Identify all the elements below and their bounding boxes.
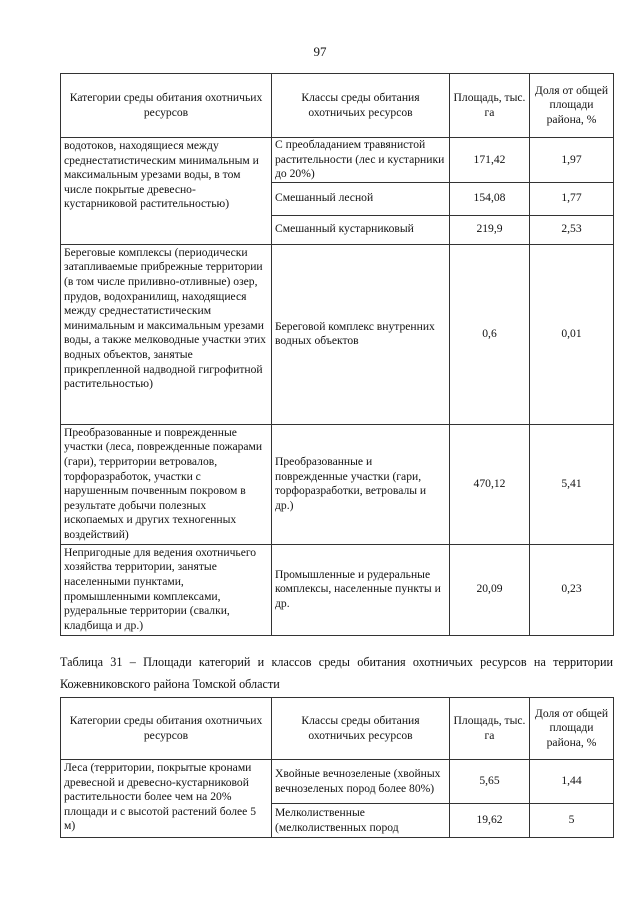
area-cell: 470,12 <box>450 424 530 544</box>
area-cell: 20,09 <box>450 544 530 635</box>
page-number: 97 <box>313 44 327 59</box>
table-caption: Таблица 31 – Площади категорий и классов среды обитания охотничьих ресурсов на территории Кожевниковского района Томской области <box>60 655 613 691</box>
share-cell: 0,01 <box>530 244 614 424</box>
category-cell: Непригодные для ведения охотничьего хозяйства территории, занятые населенными пунктами, промышленными комплексами, рудеральные территории (свалки, кладбища и др.) <box>61 544 272 635</box>
share-cell: 0,23 <box>530 544 614 635</box>
area-cell: 171,42 <box>450 138 530 183</box>
share-cell: 5 <box>530 804 614 838</box>
class-cell: Смешанный лесной <box>272 182 450 215</box>
header-category: Категории среды обитания охотничьих ресурсов <box>61 74 272 138</box>
class-cell: Смешанный кустарниковый <box>272 215 450 244</box>
share-cell: 1,77 <box>530 182 614 215</box>
area-cell: 154,08 <box>450 182 530 215</box>
category-cell: Преобразованные и поврежденные участки (леса, поврежденные пожарами (гари), территории ветровалов, торфоразработок, участки с нарушенным почвенным покровом в результате добычи полезных ископаемых и других техногенных воздействий) <box>61 424 272 544</box>
category-cell: Леса (территории, покрытые кронами древесной и древесно-кустарниковой растительности более чем на 20% площади и с высотой растений более 5 м) <box>61 760 272 838</box>
header-area: Площадь, тыс. га <box>450 698 530 760</box>
table-row <box>61 244 614 424</box>
area-cell: 5,65 <box>450 760 530 804</box>
header-category: Категории среды обитания охотничьих ресурсов <box>61 698 272 760</box>
share-cell: 5,41 <box>530 424 614 544</box>
area-cell: 0,6 <box>450 244 530 424</box>
share-cell: 1,44 <box>530 760 614 804</box>
table-row <box>61 424 614 544</box>
table-header-row <box>61 74 614 138</box>
class-cell: С преобладанием травянистой растительности (лес и кустарники до 20%) <box>272 138 450 183</box>
area-cell: 219,9 <box>450 215 530 244</box>
header-area: Площадь, тыс. га <box>450 74 530 138</box>
class-cell: Преобразованные и поврежденные участки (гари, торфоразработки, ветровалы и др.) <box>272 424 450 544</box>
table-row <box>61 138 614 183</box>
habitat-table-continued <box>60 73 614 636</box>
header-class: Классы среды обитания охотничьих ресурсов <box>272 74 450 138</box>
class-cell: Промышленные и рудеральные комплексы, населенные пункты и др. <box>272 544 450 635</box>
class-cell: Хвойные вечнозеленые (хвойных вечнозеленых пород более 80%) <box>272 760 450 804</box>
share-cell: 1,97 <box>530 138 614 183</box>
header-share: Доля от общей площади района, % <box>530 74 614 138</box>
category-cell: водотоков, находящиеся между среднестатистическим минимальным и максимальным урезами воды, в том числе покрытые древесно-кустарниковой растительностью) <box>61 138 272 245</box>
header-share: Доля от общей площади района, % <box>530 698 614 760</box>
share-cell: 2,53 <box>530 215 614 244</box>
class-cell: Мелколиственные (мелколиственных пород <box>272 804 450 838</box>
habitat-table-31 <box>60 697 614 838</box>
area-cell: 19,62 <box>450 804 530 838</box>
table-header-row <box>61 698 614 760</box>
table-row <box>61 544 614 635</box>
header-class: Классы среды обитания охотничьих ресурсов <box>272 698 450 760</box>
table-row <box>61 760 614 804</box>
class-cell: Береговой комплекс внутренних водных объектов <box>272 244 450 424</box>
category-cell: Береговые комплексы (периодически затапливаемые прибрежные территории (в том числе приливно-отливные) озер, прудов, водохранилищ, находящиеся между среднестатистическим минимальным и максимальным урезами воды, а также мелководные участки этих водных объектов, занятые прикрепленной надводной гигрофитной растительностью) <box>61 244 272 424</box>
